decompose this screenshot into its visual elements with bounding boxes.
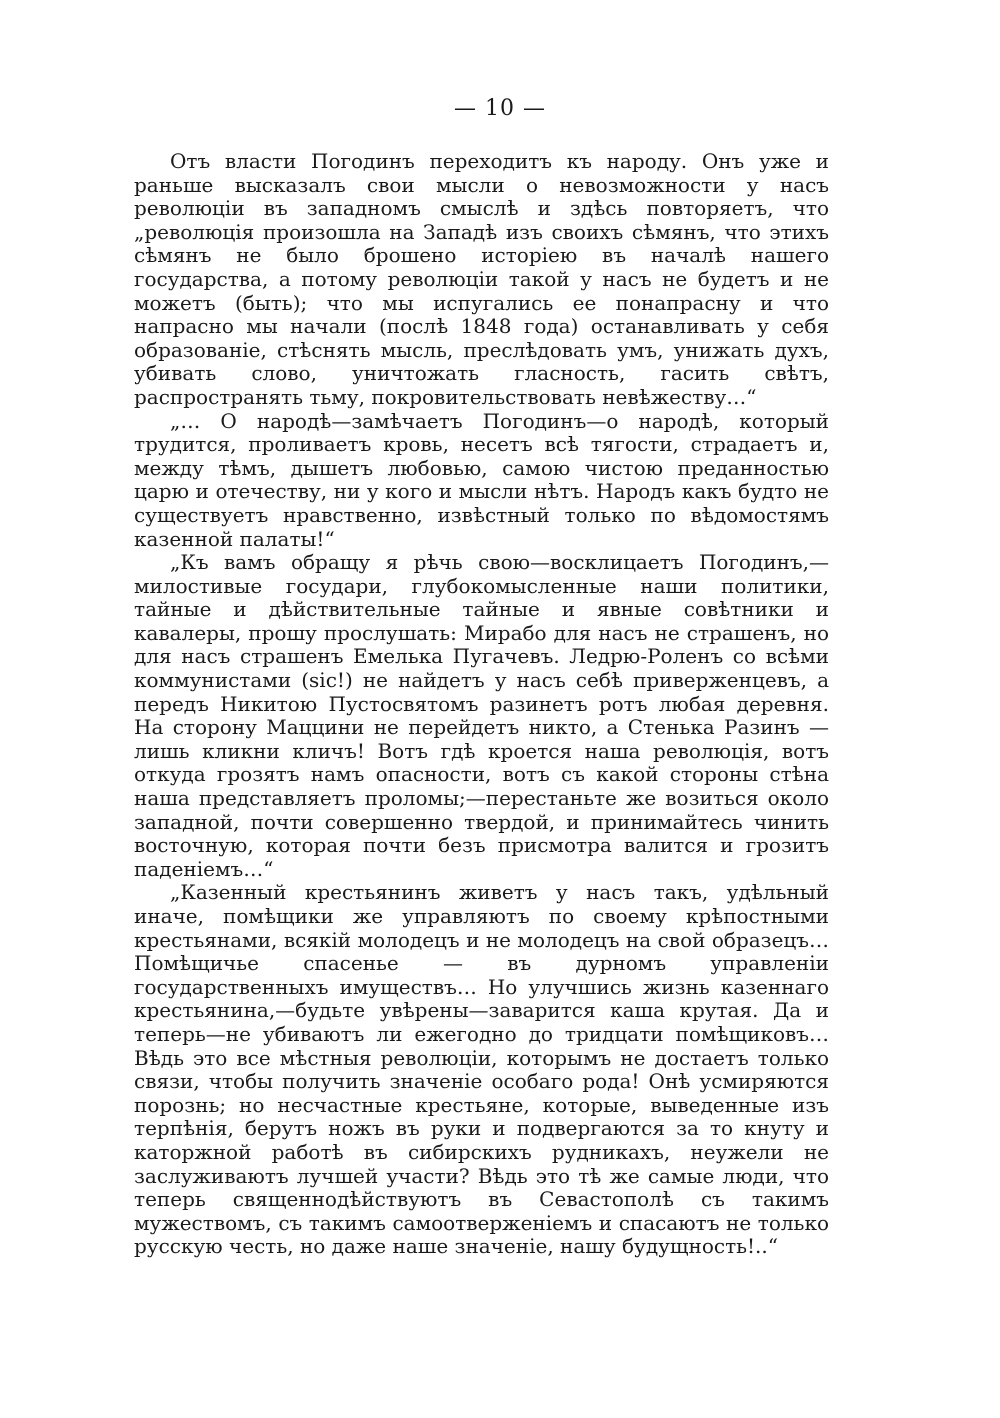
- paragraph-4: „Казенный крестьянинъ живетъ у насъ такъ, удѣльный иначе, помѣщики же управляютъ по своему крѣпостными крестьянами, всякій молодецъ и не молодецъ на свой образецъ… Помѣщичье спасенье — въ дурномъ управленіи государственныхъ имуществъ… Но улучшись жизнь казеннаго крестьянина,—будьте увѣрены—заварится каша крутая. Да и теперь—не убиваютъ ли ежегодно до тридцати помѣщиковъ… Вѣдь это все мѣстныя революціи, которымъ не достаетъ только связи, чтобы получить значеніе особаго рода! Онѣ усмиряются порознь; но несчастные крестьяне, которые, выведенные изъ терпѣнія, берутъ ножъ въ руки и подвергаются за то кнуту и каторжной работѣ въ сибирскихъ рудникахъ, неужели не заслуживаютъ лучшей участи? Вѣдь это тѣ же самые люди, что теперь священнодѣйствуютъ въ Севастополѣ съ такимъ мужествомъ, съ такимъ самоотверженіемъ и спасаютъ не только русскую честь, но даже наше значеніе, нашу будущность!..“: [134, 880, 829, 1259]
- paragraph-2: „… О народѣ—замѣчаетъ Погодинъ—о народѣ, который трудится, проливаетъ кровь, несетъ всѣ тягости, страдаетъ и, между тѣмъ, дышетъ любовью, самою чистою преданностью царю и отечеству, ни у кого и мысли нѣтъ. Народъ какъ будто не существуетъ нравственно, извѣстный только по вѣдомостямъ казенной палаты!“: [134, 408, 829, 551]
- paragraph-3: „Къ вамъ обращу я рѣчь свою—восклицаетъ Погодинъ,—милостивые государи, глубокомысленные наши политики, тайные и дѣйствительные тайные и явные совѣтники и кавалеры, прошу прослушать: Мирабо для насъ не страшенъ, но для насъ страшенъ Емелька Пугачевъ. Ледрю-Роленъ со всѣми коммунистами (sic!) не найдетъ у насъ себѣ приверженцевъ, а передъ Никитою Пустосвятомъ разинетъ ротъ любая деревня. На сторону Маццини не перейдетъ никто, а Стенька Разинъ — лишь кликни кличъ! Вотъ гдѣ кроется наша революція, вотъ откуда грозятъ намъ опасности, вотъ съ какой стороны стѣна наша представляетъ проломы;—перестаньте же возиться около западной, почти совершенно твердой, и принимайтесь чинить восточную, которая почти безъ присмотра валится и грозитъ паденіемъ…“: [134, 550, 829, 881]
- page-number: — 10 —: [454, 96, 546, 121]
- page-body: [134, 150, 829, 1259]
- paragraph-1: Отъ власти Погодинъ переходитъ къ народу. Онъ уже и раньше высказалъ свои мысли о невозможности у насъ революціи въ западномъ смыслѣ и здѣсь повторяетъ, что „революція произошла на Западѣ изъ своихъ сѣмянъ, что этихъ сѣмянъ не было брошено исторіею въ началѣ нашего государства, а потому революціи такой у насъ не будетъ и не можетъ (быть); что мы испугались ее понапрасну и что напрасно мы начали (послѣ 1848 года) останавливать у себя образованіе, стѣснять мысль, преслѣдовать умъ, унижать духъ, убивать слово, уничтожать гласность, гасить свѣтъ, распространять тьму, покровительствовать невѣжеству…“: [134, 149, 829, 409]
